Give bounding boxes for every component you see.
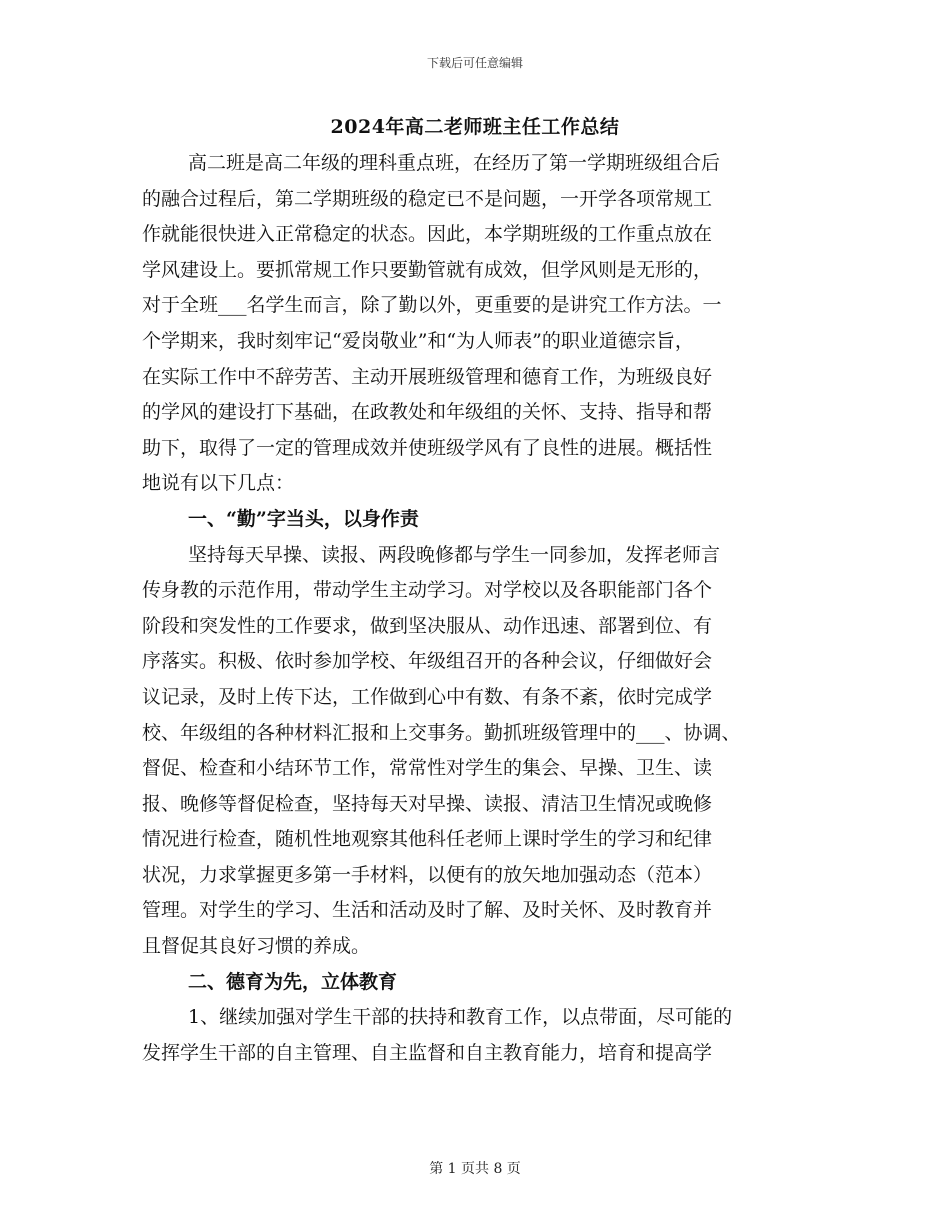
document-title: 2024年高二老师班主任工作总结	[330, 116, 620, 138]
paragraph-line: 的学风的建设打下基础，在政教处和年级组的关怀、支持、指导和帮	[142, 401, 713, 424]
section-heading: 二、德育为先，立体教育	[188, 970, 398, 993]
paragraph-line: 状况，力求掌握更多第一手材料，以便有的放矢地加强动态（范本）	[142, 863, 713, 886]
paragraph-line: 高二班是高二年级的理科重点班，在经历了第一学期班级组合后	[188, 152, 721, 174]
paragraph-line: 对于全班___名学生而言，除了勤以外，更重要的是讲究工作方法。一	[142, 294, 722, 317]
document-body	[142, 146, 822, 1071]
paragraph-line: 序落实。积极、依时参加学校、年级组召开的各种会议，仔细做好会	[142, 650, 713, 673]
page-footer: 第 1 页共 8 页	[429, 1161, 521, 1177]
header-note: 下载后可任意编辑	[426, 56, 523, 70]
paragraph-line: 校、年级组的各种材料汇报和上交事务。勤抓班级管理中的___、协调、	[142, 721, 741, 744]
paragraph-line: 督促、检查和小结环节工作，常常性对学生的集会、早操、卫生、读	[142, 757, 713, 780]
paragraph-line: 地说有以下几点：	[142, 472, 295, 495]
paragraph-line: 个学期来，我时刻牢记“爱岗敬业”和“为人师表”的职业道德宗旨，	[142, 329, 694, 352]
paragraph-line: 的融合过程后，第二学期班级的稳定已不是问题，一开学各项常规工	[142, 187, 713, 210]
paragraph-line: 阶段和突发性的工作要求，做到坚决服从、动作迅速、部署到位、有	[142, 614, 713, 637]
section-heading: 一、“勤”字当头，以身作责	[188, 507, 419, 530]
paragraph-line: 且督促其良好习惯的养成。	[142, 935, 371, 958]
paragraph-line: 传身教的示范作用，带动学生主动学习。对学校以及各职能部门各个	[142, 579, 713, 602]
paragraph-line: 坚持每天早操、读报、两段晚修都与学生一同参加，发挥老师言	[188, 543, 721, 566]
paragraph-line: 情况进行检查，随机性地观察其他科任老师上课时学生的学习和纪律	[142, 828, 713, 851]
paragraph-line: 在实际工作中不辞劳苦、主动开展班级管理和德育工作，为班级良好	[142, 365, 713, 388]
paragraph-line: 议记录，及时上传下达，工作做到心中有数、有条不紊，依时完成学	[142, 685, 713, 708]
paragraph-line: 管理。对学生的学习、生活和活动及时了解、及时关怀、及时教育并	[142, 899, 713, 922]
paragraph-line: 助下，取得了一定的管理成效并使班级学风有了良性的进展。概括性	[142, 436, 713, 459]
paragraph-line: 学风建设上。要抓常规工作只要勤管就有成效，但学风则是无形的，	[142, 258, 713, 281]
paragraph-line: 1、继续加强对学生干部的扶持和教育工作，以点带面，尽可能的	[188, 1006, 733, 1029]
paragraph-line: 报、晚修等督促检查，坚持每天对早操、读报、清洁卫生情况或晚修	[142, 792, 713, 815]
paragraph-line: 作就能很快进入正常稳定的状态。因此，本学期班级的工作重点放在	[142, 223, 713, 246]
paragraph-line: 发挥学生干部的自主管理、自主监督和自主教育能力，培育和提高学	[142, 1041, 713, 1064]
